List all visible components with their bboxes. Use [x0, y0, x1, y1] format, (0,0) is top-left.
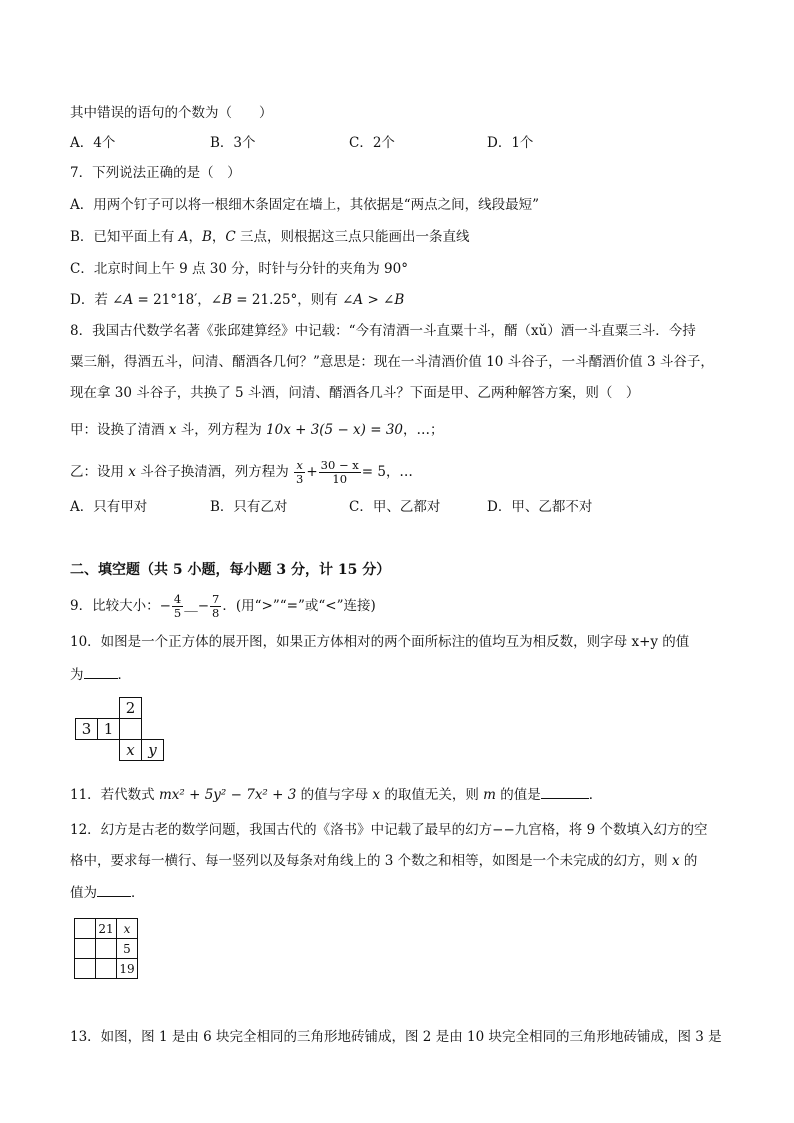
net-empty [98, 698, 120, 719]
point-c: C [225, 229, 236, 245]
q7-d-angle-b: B [222, 292, 232, 308]
q12-line3-post: ． [131, 885, 145, 901]
magic-cell-x: x [117, 919, 138, 939]
q8-plan-yi [70, 456, 413, 488]
q10-pre: 为 [70, 667, 84, 683]
q7-stem: 7．下列说法正确的是（ ） [70, 165, 241, 181]
q9-fraction-1 [172, 593, 183, 620]
yi-pre: 乙：设用 [70, 464, 129, 480]
net-cell-top: 2 [120, 698, 142, 719]
jia-post: ，…； [403, 422, 444, 438]
q7-d-mid2: = 21.25°，则有 ∠ [232, 292, 354, 308]
point-b: B [201, 229, 212, 245]
q8-option-c: C．甲、乙都对 [349, 499, 441, 515]
q7-option-a: A．用两个钉子可以将一根细木条固定在墙上，其依据是“两点之间，线段最短” [70, 197, 540, 213]
yi-f2-num: 30 − x [320, 458, 359, 472]
magic-cell [75, 959, 96, 979]
net-cell-x: x [120, 740, 142, 761]
q12-line2-post: 的 [679, 853, 698, 869]
q12-line-2 [70, 851, 697, 871]
q11 [70, 784, 602, 805]
cube-net-figure [75, 697, 164, 761]
net-empty [98, 740, 120, 761]
q7-option-c: C．北京时间上午 9 点 30 分，时针与分针的夹角为 90° [70, 261, 408, 277]
q12-answer-blank [97, 882, 131, 897]
q11-mid2: 的取值无关，则 [380, 787, 484, 803]
q9-neg: − [197, 598, 210, 614]
q9-pre: 9．比较大小：− [70, 598, 171, 614]
q11-end: ． [588, 787, 603, 803]
q7-option-b: B．已知平面上有 A，B，C 三点，则根据这三点只能画出一条直线 [70, 229, 470, 245]
magic-cell [96, 959, 117, 979]
net-cell-center [120, 719, 142, 740]
q7-option-b-post: 三点，则根据这三点只能画出一条直线 [235, 229, 470, 245]
net-cell-left2: 1 [98, 719, 120, 740]
magic-cell [75, 939, 96, 959]
q12-line-3 [70, 882, 145, 903]
q12-var: x [671, 853, 680, 869]
q12-line3-pre: 值为 [70, 885, 97, 901]
q11-pre: 11．若代数式 [70, 787, 159, 803]
magic-cell [96, 939, 117, 959]
net-empty [76, 698, 98, 719]
q10-line-1: 10．如图是一个正方体的展开图，如果正方体相对的两个面所标注的值均互为相反数，则字母 x+y 的值 [70, 634, 690, 650]
q7-d-angle-a: A [123, 292, 134, 308]
q8-line-2: 粟三斛，得酒五斗，问清、醑酒各几何？”意思是：现在一斗清酒价值 10 斗谷子，一斗醑酒价值 3 斗谷子， [70, 354, 714, 370]
jia-mid: 斗，列方程为 [176, 422, 267, 438]
q13-line-1: 13．如图，图 1 是由 6 块完全相同的三角形地砖铺成，图 2 是由 10 块完全相同的三角形地砖铺成，图 3 是 [70, 1029, 722, 1045]
q9-f1-den: 5 [173, 606, 182, 620]
q7-d-compare: A > ∠B [353, 292, 405, 308]
yi-f1-den: 3 [296, 472, 304, 486]
yi-fraction-2 [319, 459, 361, 486]
q9-post: ．(用“>”“=”或“<”连接) [222, 598, 376, 614]
q6-stem-tail: 其中错误的语句的个数为（ ） [70, 105, 273, 121]
yi-f1-num: x [294, 459, 305, 473]
q8-line-3: 现在拿 30 斗谷子，共换了 5 斗酒，问清、醑酒各几斗？下面是甲、乙两种解答方案，则（ ） [70, 385, 640, 401]
yi-plus: + [306, 464, 318, 480]
q10-answer-blank [84, 664, 118, 679]
q8-option-d: D．甲、乙都不对 [487, 499, 593, 515]
q7-d-pre: D．若 ∠ [70, 292, 124, 308]
q11-post: 的值是 [495, 787, 541, 803]
q6-option-c: C．2个 [349, 135, 395, 151]
net-empty [142, 698, 164, 719]
q9-fraction-2 [210, 593, 221, 620]
magic-cell: 21 [96, 919, 117, 939]
net-cell-y: y [142, 740, 164, 761]
q11-answer-blank [541, 784, 589, 799]
point-a: A [178, 229, 189, 245]
jia-pre: 甲：设换了清酒 [70, 422, 169, 438]
q10-line-2 [70, 664, 131, 685]
q9-f2-num: 7 [212, 592, 220, 606]
q6-option-d: D．1个 [487, 135, 534, 151]
q11-expression: mx² + 5y² − 7x² + 3 [158, 787, 297, 803]
q8-line-1: 8．我国古代数学名著《张邱建算经》中记载：“今有清酒一斗直粟十斗，醑（xǔ）酒一斗直粟三斗．今持 [70, 323, 696, 339]
q12-line-1: 12．幻方是古老的数学问题，我国古代的《洛书》中记载了最早的幻方−−九宫格，将 9 个数填入幻方的空 [70, 822, 708, 838]
section-2-title: 二、填空题（共 5 小题，每小题 3 分，计 15 分） [70, 562, 391, 578]
yi-mid: 斗谷子换清酒，列方程为 [135, 464, 294, 480]
jia-var: x [168, 422, 177, 438]
q9-blank: ＿ [184, 598, 198, 614]
q6-option-a: A．4个 [70, 135, 116, 151]
net-empty [76, 740, 98, 761]
q7-d-mid1: = 21°18′，∠ [133, 292, 223, 308]
magic-cell: 5 [117, 939, 138, 959]
q7-option-d [70, 290, 404, 310]
q8-option-b: B．只有乙对 [210, 499, 288, 515]
q11-m: m [483, 787, 496, 803]
net-empty [142, 719, 164, 740]
q11-var: x [372, 787, 381, 803]
q7-option-b-pre: B．已知平面上有 [70, 229, 179, 245]
q9-f2-den: 8 [212, 606, 220, 620]
q8-plan-jia [70, 420, 444, 440]
yi-fraction-1 [294, 459, 305, 486]
magic-cell [75, 919, 96, 939]
yi-rhs: = 5 [361, 464, 386, 480]
magic-square-figure [74, 918, 138, 979]
magic-cell: 19 [117, 959, 138, 979]
q12-line2-pre: 格中，要求每一横行、每一竖列以及每条对角线上的 3 个数之和相等，如图是一个未完成的幻方，则 [70, 853, 672, 869]
q9 [70, 590, 376, 622]
net-cell-left1: 3 [76, 719, 98, 740]
jia-equation: 10x + 3(5 − x) = 30 [266, 422, 403, 438]
yi-f2-den: 10 [332, 472, 348, 486]
yi-post: ，… [385, 464, 413, 480]
q10-post: ． [117, 667, 131, 683]
q6-option-b: B．3个 [210, 135, 256, 151]
q9-f1-num: 4 [173, 592, 182, 606]
yi-var: x [128, 464, 136, 480]
q11-mid: 的值与字母 [296, 787, 373, 803]
q8-option-a: A．只有甲对 [70, 499, 148, 515]
